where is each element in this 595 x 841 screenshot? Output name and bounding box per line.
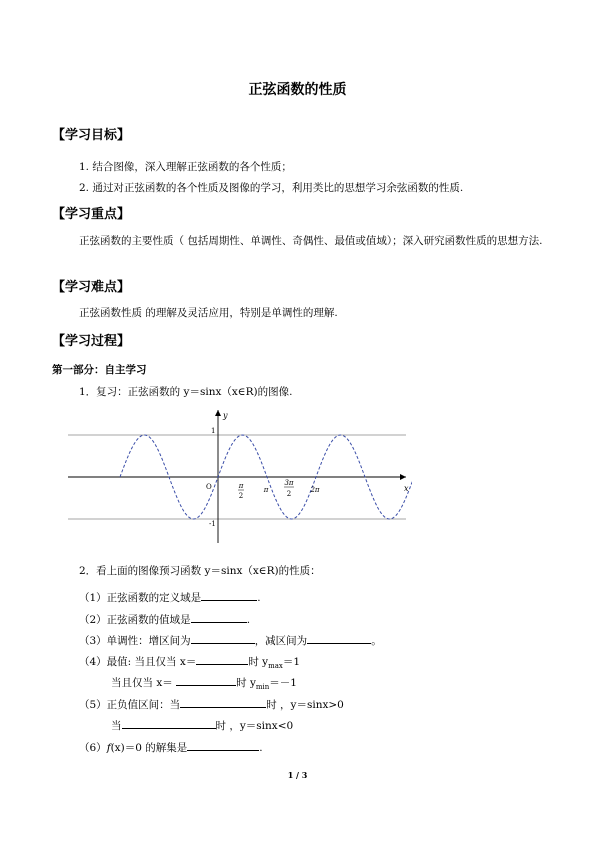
prop-range: （2）正弦函数的值域是 .	[79, 611, 250, 627]
prop-zeros: （6）f(x)＝0 的解集是 .	[79, 739, 263, 755]
tick-pi-half-den: 2	[238, 492, 244, 500]
prop-domain: （1）正弦函数的定义域是 .	[79, 589, 261, 605]
question-2: 2．看上面的图像预习函数 y＝sinx（x∈R)的性质：	[79, 565, 321, 577]
answer-blank-positive[interactable]	[180, 696, 266, 708]
y-axis-arrow	[215, 410, 221, 416]
answer-blank-range[interactable]	[191, 611, 247, 623]
answer-blank-min-x[interactable]	[176, 674, 236, 686]
prop-min: 当且仅当 x＝ 时 $y_{min}=-1$	[111, 674, 297, 691]
section-goals: 【学习目标】	[52, 128, 131, 143]
sine-graph	[60, 408, 412, 543]
prop-max: （4）最值: 当且仅当 x＝ 时 $y_{max}=1$	[79, 653, 300, 670]
key-points-text: 正弦函数的主要性质（ 包括周期性、单调性、奇偶性、最值或值域）；深入研究函数性质的思想方法.	[79, 235, 543, 247]
prop-domain-text: （1）正弦函数的定义域是	[79, 592, 202, 604]
tick-pi: π	[263, 486, 269, 494]
answer-blank-increasing[interactable]	[191, 632, 255, 644]
tick-pi-half-num: π	[238, 482, 244, 490]
answer-blank-domain[interactable]	[201, 589, 257, 601]
answer-blank-negative[interactable]	[122, 717, 216, 729]
prop-negative: 当 时 ，y＝sinx<0	[111, 717, 293, 733]
prop-monotonicity: （3）单调性：增区间为 ，减区间为 。	[79, 632, 382, 648]
tick-3pi-half-den: 2	[286, 490, 292, 498]
prop-positive: （5）正负值区间：当 时 ，y＝sinx>0	[79, 696, 344, 712]
x-axis-label: x	[404, 484, 409, 493]
x-axis-arrow	[400, 474, 406, 480]
section-process: 【学习过程】	[52, 334, 131, 349]
difficulty-text: 正弦函数性质 的理解及灵活应用，特别是单调性的理解.	[79, 307, 338, 319]
goal-item-2: 2. 通过对正弦函数的各个性质及图像的学习，利用类比的思想学习余弦函数的性质.	[79, 182, 464, 194]
answer-blank-max-x[interactable]	[196, 653, 248, 665]
y-axis-label: y	[223, 411, 228, 420]
part1-heading: 第一部分：自主学习	[52, 364, 147, 376]
answer-blank-zeros[interactable]	[187, 739, 259, 751]
y-tick-one: 1	[211, 427, 216, 435]
goal-item-1: 1. 结合图像，深入理解正弦函数的各个性质；	[79, 161, 292, 173]
y-tick-neg-one: -1	[209, 520, 216, 528]
section-difficulty: 【学习难点】	[52, 280, 131, 295]
section-key-points: 【学习重点】	[52, 207, 131, 222]
page-number: 1 / 3	[287, 770, 308, 780]
prop-range-text: （2）正弦函数的值域是	[79, 614, 191, 626]
tick-2pi: 2π	[310, 486, 320, 494]
answer-blank-decreasing[interactable]	[307, 632, 371, 644]
tick-3pi-half-num: 3π	[284, 479, 294, 487]
question-1: 1．复习：正弦函数的 y＝sinx（x∈R)的图像.	[79, 386, 293, 398]
page-title: 正弦函数的性质	[248, 82, 347, 98]
origin-label: O	[206, 483, 212, 491]
